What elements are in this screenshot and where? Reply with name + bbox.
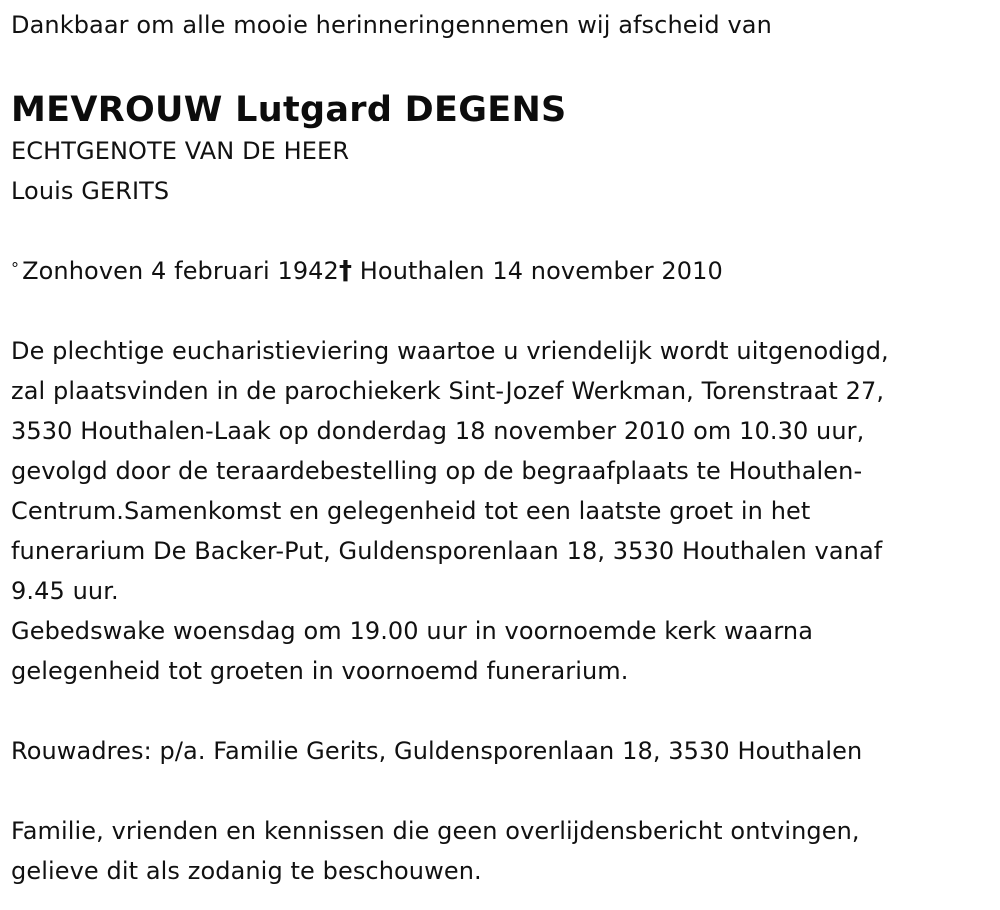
spouse-relation: ECHTGENOTE VAN DE HEER <box>11 137 350 165</box>
birth-info: Zonhoven 4 februari 1942 <box>22 257 339 285</box>
mourning-address: Rouwadres: p/a. Familie Gerits, Guldensporenlaan 18, 3530 Houthalen <box>11 737 863 765</box>
ceremony-line: 9.45 uur. <box>11 577 119 605</box>
ceremony-line: gelegenheid tot groeten in voornoemd funerarium. <box>11 657 629 685</box>
ceremony-line: Centrum.Samenkomst en gelegenheid tot een laatste groet in het <box>11 497 811 525</box>
ceremony-line: Gebedswake woensdag om 19.00 uur in voornoemde kerk waarna <box>11 617 814 645</box>
birth-symbol: ° <box>11 259 20 278</box>
ceremony-line: 3530 Houthalen-Laak op donderdag 18 november 2010 om 10.30 uur, <box>11 417 865 445</box>
closing-line: Familie, vrienden en kennissen die geen overlijdensbericht ontvingen, <box>11 817 860 845</box>
deceased-name: MEVROUW Lutgard DEGENS <box>11 90 567 130</box>
intro-text: Dankbaar om alle mooie herinneringennemen wij afscheid van <box>11 11 772 39</box>
ceremony-line: De plechtige eucharistieviering waartoe u vriendelijk wordt uitgenodigd, <box>11 337 889 365</box>
ceremony-line: zal plaatsvinden in de parochiekerk Sint-Jozef Werkman, Torenstraat 27, <box>11 377 885 405</box>
cross-icon: † <box>338 256 353 286</box>
ceremony-paragraph <box>11 331 996 691</box>
ceremony-line: gevolgd door de teraardebestelling op de begraafplaats te Houthalen- <box>11 457 863 485</box>
spouse-name: Louis GERITS <box>11 177 170 205</box>
ceremony-line: funerarium De Backer-Put, Guldensporenlaan 18, 3530 Houthalen vanaf <box>11 537 883 565</box>
closing-paragraph <box>11 811 996 891</box>
closing-line: gelieve dit als zodanig te beschouwen. <box>11 857 482 885</box>
obituary-notice <box>11 0 996 891</box>
death-info: Houthalen 14 november 2010 <box>359 257 723 285</box>
life-dates <box>11 251 996 291</box>
